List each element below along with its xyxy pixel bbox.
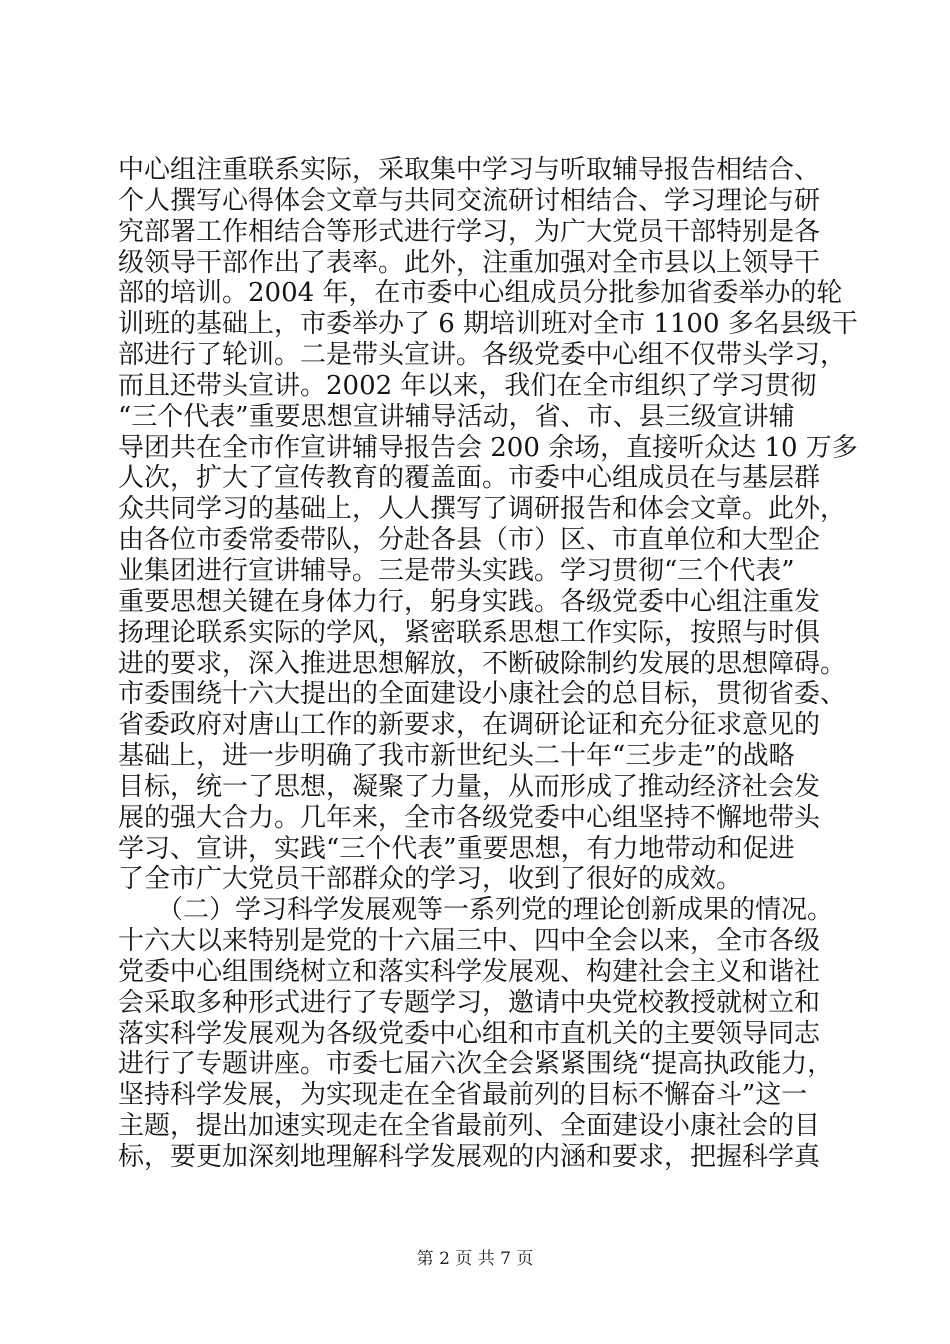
text-line-30: 进行了专题讲座。市委七届六次全会紧紧围绕“提高执政能力， — [118, 1049, 834, 1080]
text-line-5: 部的培训。2004 年，在市委中心组成员分批参加省委举办的轮 — [118, 278, 843, 309]
text-line-19: 省委政府对唐山工作的新要求，在调研论证和充分征求意见的 — [118, 710, 821, 741]
text-line-31: 坚持科学发展，为实现走在全省最前列的目标不懈奋斗”这一 — [118, 1080, 808, 1111]
text-line-10: 导团共在全市作宣讲辅导报告会 200 余场，直接听众达 10 万多 — [118, 432, 858, 463]
text-line-6: 训班的基础上，市委举办了 6 期培训班对全市 1100 多名县级干 — [118, 309, 858, 340]
text-line-8: 而且还带头宣讲。2002 年以来，我们在全市组织了学习贯彻 — [118, 370, 817, 401]
page-number-label: 第 2 页 共 7 页 — [416, 1249, 534, 1269]
text-line-24: 了全市广大党员干部群众的学习，收到了很好的成效。 — [118, 864, 743, 895]
text-line-12: 众共同学习的基础上，人人撰写了调研报告和体会文章。此外， — [118, 494, 847, 525]
text-line-9: “三个代表”重要思想宣讲辅导活动，省、市、县三级宣讲辅 — [118, 401, 795, 432]
body-text — [118, 155, 858, 1173]
text-line-2: 个人撰写心得体会文章与共同交流研讨相结合、学习理论与研 — [118, 185, 821, 216]
text-line-27: 党委中心组围绕树立和落实科学发展观、构建社会主义和谐社 — [118, 956, 821, 987]
text-line-20: 基础上，进一步明确了我市新世纪头二十年“三步走”的战略 — [118, 741, 795, 772]
text-line-17: 进的要求，深入推进思想解放，不断破除制约发展的思想障碍。 — [118, 648, 847, 679]
text-line-16: 扬理论联系实际的学风，紧密联系思想工作实际，按照与时俱 — [118, 617, 821, 648]
text-line-26: 十六大以来特别是党的十六届三中、四中全会以来，全市各级 — [118, 926, 821, 957]
text-line-4: 级领导干部作出了表率。此外，注重加强对全市县以上领导干 — [118, 247, 821, 278]
text-line-13: 由各位市委常委带队，分赴各县（市）区、市直单位和大型企 — [118, 525, 821, 556]
text-line-29: 落实科学发展观为各级党委中心组和市直机关的主要领导同志 — [118, 1018, 821, 1049]
text-line-18: 市委围绕十六大提出的全面建设小康社会的总目标，贯彻省委、 — [118, 679, 847, 710]
text-line-1: 中心组注重联系实际，采取集中学习与听取辅导报告相结合、 — [118, 155, 821, 185]
text-line-21: 目标，统一了思想，凝聚了力量，从而形成了推动经济社会发 — [118, 771, 821, 802]
text-line-3: 究部署工作相结合等形式进行学习，为广大党员干部特别是各 — [118, 216, 821, 247]
text-line-28: 会采取多种形式进行了专题学习，邀请中央党校教授就树立和 — [118, 987, 821, 1018]
page-footer — [0, 1244, 950, 1269]
text-line-22: 展的强大合力。几年来，全市各级党委中心组坚持不懈地带头 — [118, 802, 821, 833]
text-line-25: （二）学习科学发展观等一系列党的理论创新成果的情况。 — [118, 895, 834, 926]
text-line-15: 重要思想关键在身体力行，躬身实践。各级党委中心组注重发 — [118, 586, 821, 617]
text-line-33: 标，要更加深刻地理解科学发展观的内涵和要求，把握科学真 — [118, 1142, 821, 1172]
text-line-14: 业集团进行宣讲辅导。三是带头实践。学习贯彻“三个代表” — [118, 555, 795, 586]
text-line-7: 部进行了轮训。二是带头宣讲。各级党委中心组不仅带头学习， — [118, 340, 847, 371]
text-line-32: 主题，提出加速实现走在全省最前列、全面建设小康社会的目 — [118, 1111, 821, 1142]
text-line-23: 学习、宣讲，实践“三个代表”重要思想，有力地带动和促进 — [118, 833, 795, 864]
text-line-11: 人次，扩大了宣传教育的覆盖面。市委中心组成员在与基层群 — [118, 463, 821, 494]
